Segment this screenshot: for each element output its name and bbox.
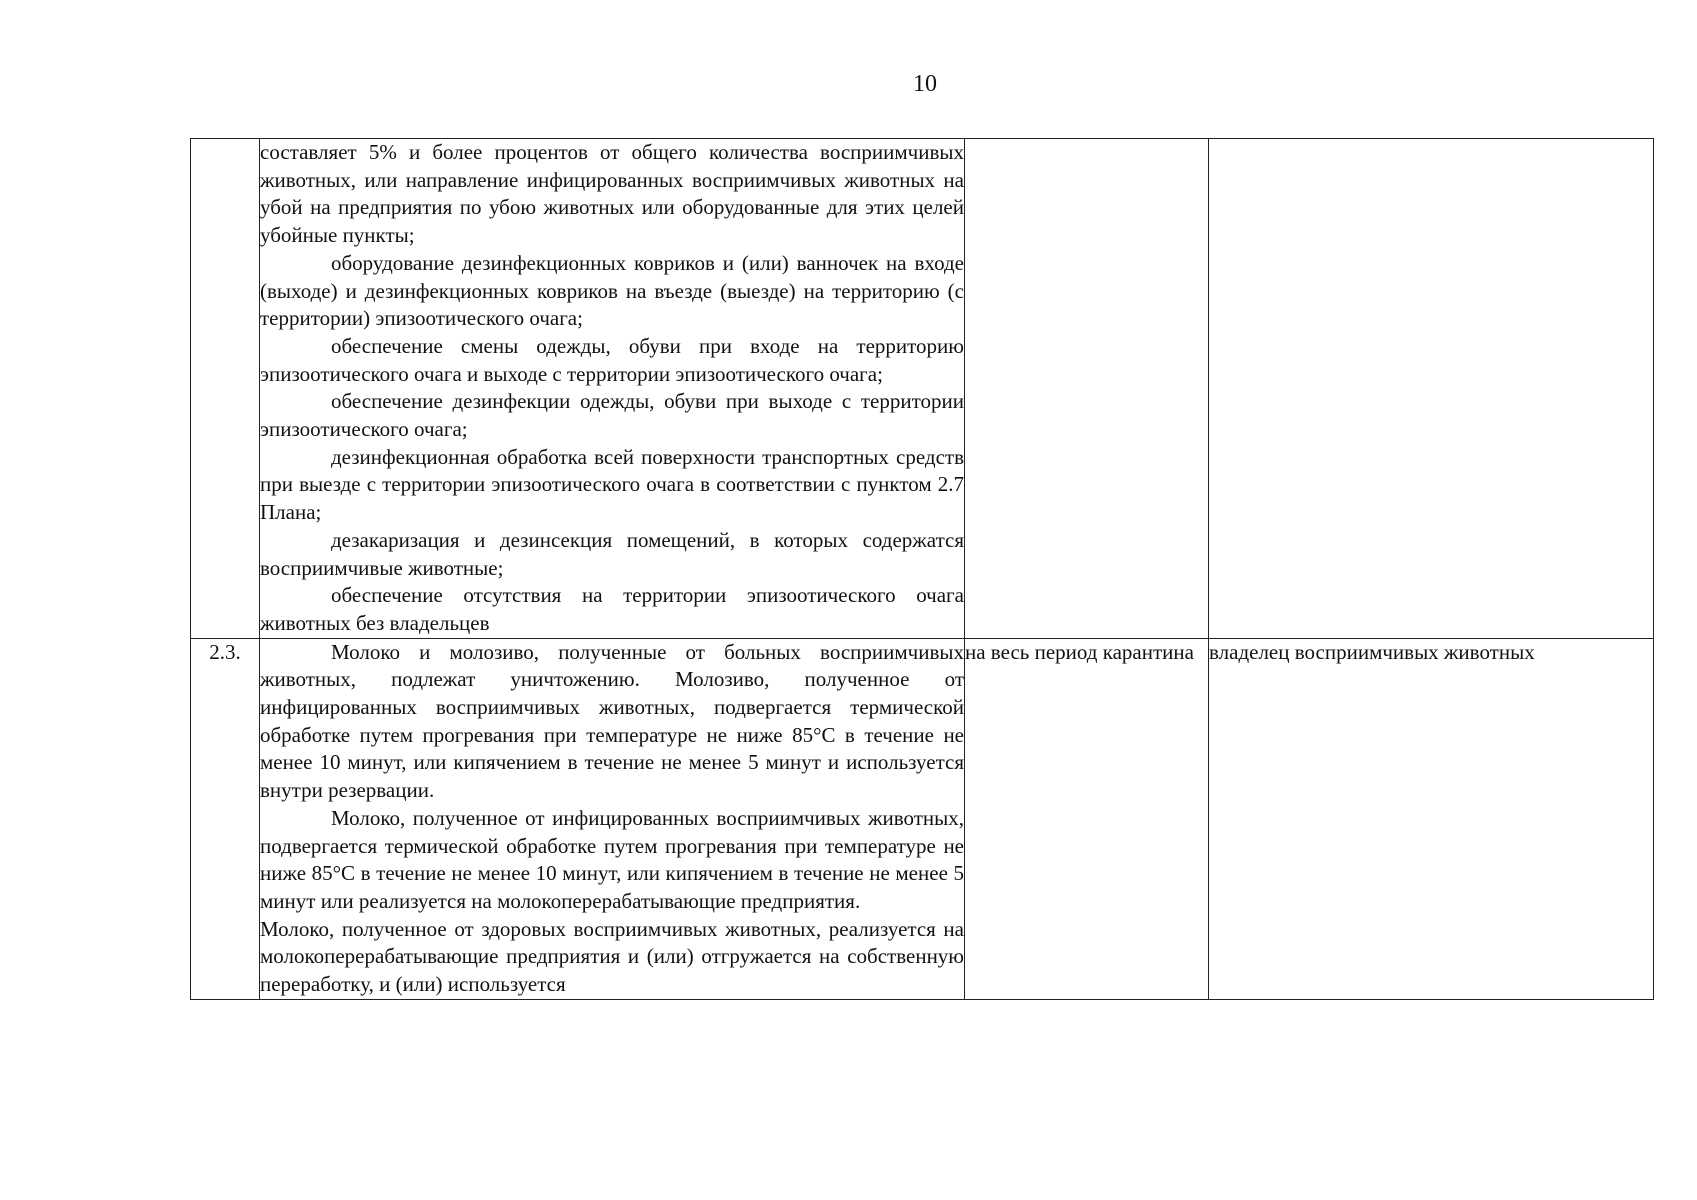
measures-table <box>190 138 1654 1000</box>
measure-paragraph: дезакаризация и дезинсекция помещений, в которых содержатся восприимчивые животные; <box>260 527 964 580</box>
table-row <box>191 139 1654 639</box>
measure-paragraph: оборудование дезинфекционных ковриков и (или) ванночек на входе (выходе) и дезинфекционных ковриков на въезде (выезде) на территорию (с территории) эпизоотического очага; <box>260 250 964 331</box>
measure-responsible <box>1209 638 1654 999</box>
responsible-text: владелец восприимчивых животных <box>1209 639 1535 664</box>
measure-paragraph: обеспечение дезинфекции одежды, обуви при выходе с территории эпизоотического очага; <box>260 389 964 442</box>
measure-responsible <box>1209 139 1654 639</box>
measure-period <box>965 139 1209 639</box>
measure-paragraph: обеспечение отсутствия на территории эпизоотического очага животных без владельцев <box>260 583 964 635</box>
measure-paragraph: Молоко, полученное от инфицированных восприимчивых животных, подвергается термической обработке путем прогревания при температуре не ниже 85°C в течение не менее 10 минут, или кипячением в течение не менее 5 минут или реализуется на молокоперерабатывающие предприятия. <box>260 805 964 913</box>
page-number: 10 <box>913 71 937 97</box>
measure-description <box>260 638 965 999</box>
measure-paragraph: Молоко и молозиво, полученные от больных восприимчивых животных, подлежат уничтожению. Молозиво, полученное от инфицированных восприимчивых животных, подвергается термической обработке путем прогревания при температуре не ниже 85°C в течение не менее 10 минут, или кипячением в течение не менее 5 минут и используется внутри резервации. <box>260 639 964 803</box>
measure-paragraph: обеспечение смены одежды, обуви при входе на территорию эпизоотического очага и выходе с территории эпизоотического очага; <box>260 333 964 386</box>
measure-period <box>965 638 1209 999</box>
measure-description <box>260 139 965 639</box>
row-number: 2.3. <box>191 638 260 999</box>
measure-paragraph: составляет 5% и более процентов от общего количества восприимчивых животных, или направление инфицированных восприимчивых животных на убой на предприятия по убою животных или оборудованные для этих целей убойные пункты; <box>260 140 964 248</box>
measure-paragraph: дезинфекционная обработка всей поверхности транспортных средств при выезде с территории эпизоотического очага в соответствии с пунктом 2.7 Плана; <box>260 444 964 525</box>
table-row <box>191 638 1654 999</box>
measure-paragraph: Молоко, полученное от здоровых восприимчивых животных, реализуется на молокоперерабатывающие предприятия и (или) отгружается на собственную переработку, и (или) используется <box>260 916 964 997</box>
row-number <box>191 139 260 639</box>
period-text: на весь период карантина <box>965 639 1194 664</box>
